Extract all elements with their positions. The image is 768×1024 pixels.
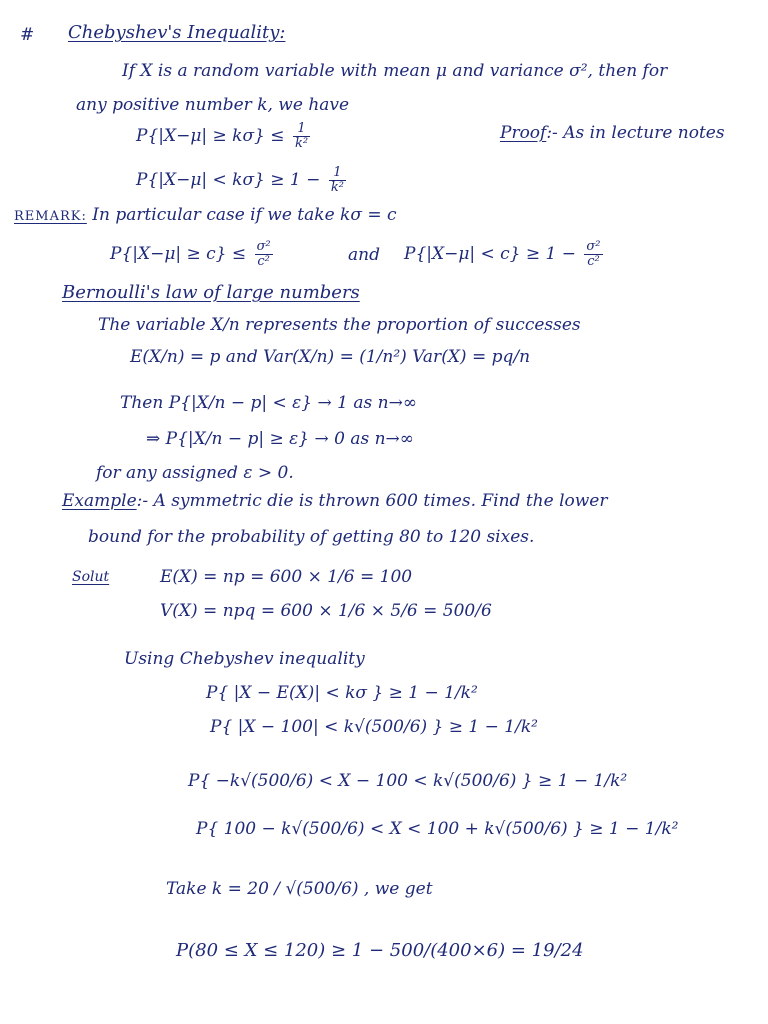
using-chebyshev-line: Using Chebyshev inequality [124, 649, 365, 669]
example-text-1: :- A symmetric die is thrown 600 times. Find the lower [136, 491, 608, 511]
take-k-line: Take k = 20 / √(500/6) , we get [166, 879, 433, 899]
step-1: P{ |X − E(X)| < kσ } ≥ 1 − 1/k² [206, 683, 478, 703]
proof-label: Proof [500, 123, 547, 143]
final-result: P(80 ≤ X ≤ 120) ≥ 1 − 500/(400×6) = 19/24 [176, 940, 584, 961]
remark-equation-1 [110, 240, 276, 269]
remark-line [14, 204, 397, 228]
example-line-1 [62, 490, 608, 512]
inequality-1-denominator: k² [294, 136, 309, 151]
intro-line-2: any positive number k, we have [76, 95, 350, 115]
remark-equation-1-numerator: σ² [256, 239, 271, 254]
intro-line-1: If X is a random variable with mean μ and variance σ², then for [122, 61, 668, 81]
inequality-2-denominator: k² [330, 180, 344, 195]
remark-equation-1-lhs: P{|X−μ| ≥ c} ≤ [110, 244, 247, 264]
step-2: P{ |X − 100| < k√(500/6) } ≥ 1 − 1/k² [210, 717, 538, 737]
inequality-1 [136, 122, 313, 151]
proof-note [500, 122, 725, 144]
remark-label: REMARK: [14, 209, 87, 224]
remark-equation-1-denominator: c² [257, 254, 270, 269]
remark-equation-2-fraction [584, 240, 602, 269]
remark-equation-2-lhs: P{|X−μ| < c} ≥ 1 − [404, 244, 577, 264]
solution-variance: V(X) = npq = 600 × 1/6 × 5/6 = 500/6 [160, 601, 492, 621]
remark-text: In particular case if we take kσ = c [92, 205, 397, 225]
bernoulli-title: Bernoulli's law of large numbers [62, 282, 360, 303]
remark-and: and [348, 245, 380, 265]
example-line-2: bound for the probability of getting 80 to 120 sixes. [88, 527, 535, 547]
assigned-epsilon-line: for any assigned ε > 0. [96, 463, 294, 483]
inequality-2 [136, 166, 349, 195]
solution-label: Solut [72, 569, 110, 585]
remark-equation-2 [404, 240, 606, 269]
proof-text: :- As in lecture notes [546, 123, 725, 143]
inequality-1-lhs: P{|X−μ| ≥ kσ} ≤ [136, 126, 285, 146]
expectation-variance-line: E(X/n) = p and Var(X/n) = (1/n²) Var(X) = pq/n [130, 347, 531, 367]
step-3: P{ −k√(500/6) < X − 100 < k√(500/6) } ≥ 1 − 1/k² [188, 771, 628, 791]
inequality-1-fraction [293, 122, 310, 151]
example-label: Example [62, 491, 137, 511]
implies-line: ⇒ P{|X/n − p| ≥ ε} → 0 as n→∞ [146, 429, 414, 449]
remark-equation-2-denominator: c² [587, 254, 600, 269]
inequality-2-numerator: 1 [329, 166, 346, 181]
inequality-2-lhs: P{|X−μ| < kσ} ≥ 1 − [136, 170, 321, 190]
convergence-line: Then P{|X/n − p| < ε} → 1 as n→∞ [120, 393, 418, 413]
inequality-1-numerator: 1 [293, 122, 310, 137]
section-title: Chebyshev's Inequality: [68, 22, 286, 43]
solution-expectation: E(X) = np = 600 × 1/6 = 100 [160, 567, 413, 587]
step-4: P{ 100 − k√(500/6) < X < 100 + k√(500/6) } ≥ 1 − 1/k² [196, 819, 679, 839]
remark-equation-2-numerator: σ² [586, 239, 601, 254]
bernoulli-text: The variable X/n represents the proportion of successes [98, 315, 581, 335]
remark-equation-1-fraction [255, 240, 273, 269]
heading-mark: # [20, 25, 35, 45]
inequality-2-fraction [329, 166, 346, 195]
